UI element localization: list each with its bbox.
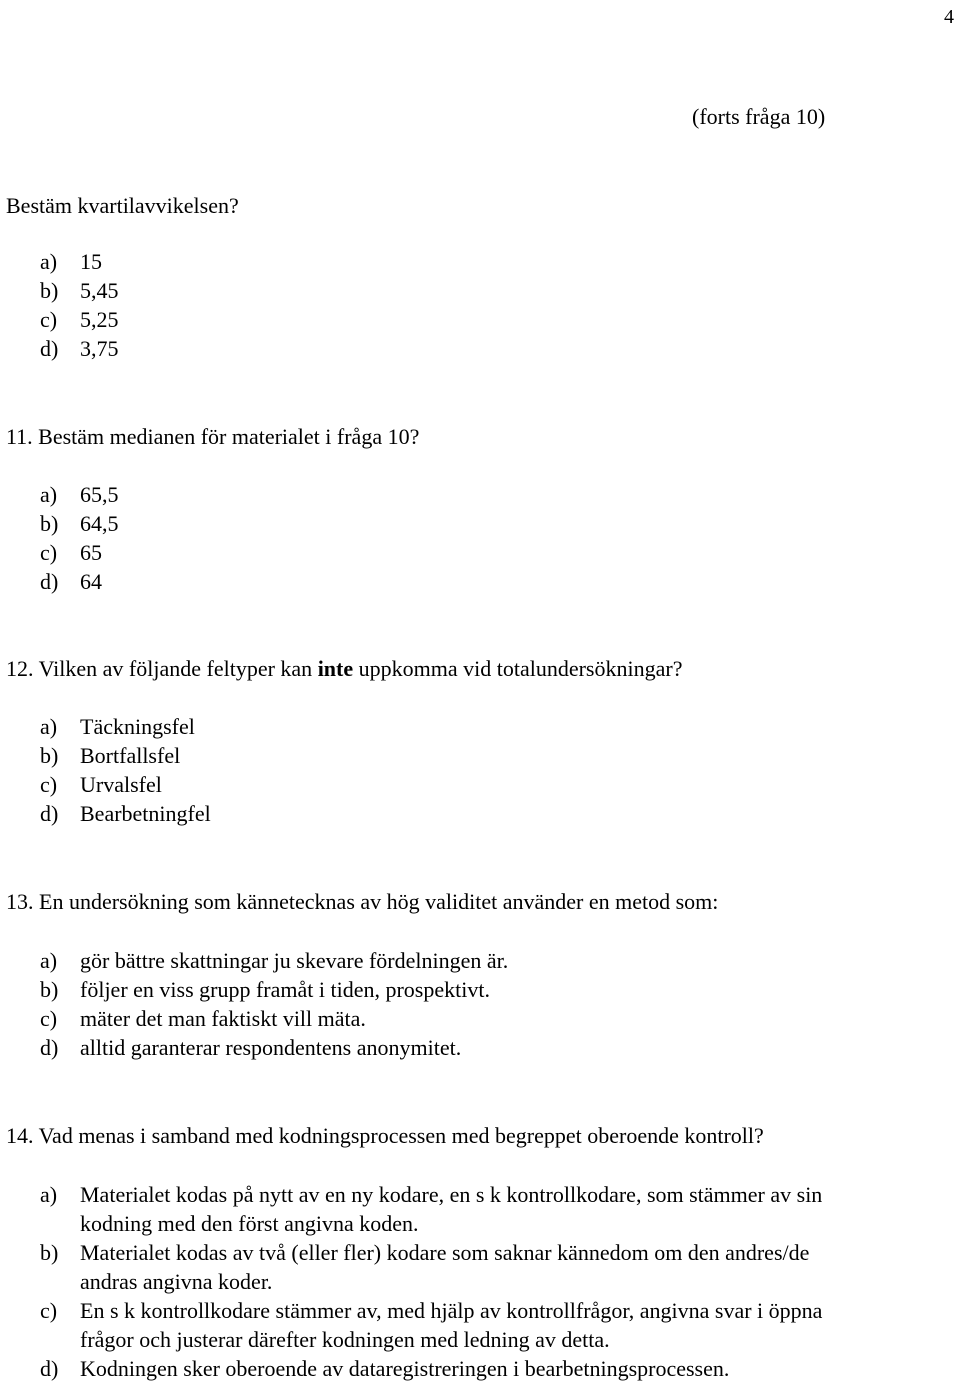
q12-option-c: c) Urvalsfel [40, 772, 162, 797]
q13-option-d: d) alltid garanterar respondentens anonymitet. [40, 1035, 462, 1060]
q11-option-a: a) 65,5 [40, 482, 119, 507]
q11-option-b: b) 64,5 [40, 511, 119, 536]
q10b-option-c: c) 5,25 [40, 307, 119, 332]
q14-option-a: a) Materialet kodas på nytt av en ny kodare, en s k kontrollkodare, som stämmer av sin kodning med den först angivna koden. [40, 1182, 823, 1236]
q13-option-b: b) följer en viss grupp framåt i tiden, prospektivt. [40, 977, 490, 1002]
q12-option-a: a) Täckningsfel [40, 714, 195, 739]
question-14-text: 14. Vad menas i samband med kodningsprocessen med begreppet oberoende kontroll? [6, 1123, 764, 1148]
emphasis-inte: inte [317, 656, 354, 681]
page-number: 4 [944, 6, 954, 28]
q13-option-c: c) mäter det man faktiskt vill mäta. [40, 1006, 366, 1031]
q13-option-a: a) gör bättre skattningar ju skevare fördelningen är. [40, 948, 509, 973]
q12-option-d: d) Bearbetningfel [40, 801, 211, 826]
q10b-option-d: d) 3,75 [40, 336, 119, 361]
q12-option-b: b) Bortfallsfel [40, 743, 181, 768]
question-12-text: 12. Vilken av följande feltyper kan inte uppkomma vid totalundersökningar? [6, 656, 683, 681]
question-13-text: 13. En undersökning som kännetecknas av hög validitet använder en metod som: [6, 889, 719, 914]
question-11-text: 11. Bestäm medianen för materialet i fråga 10? [6, 424, 420, 449]
q10b-option-a: a) 15 [40, 249, 102, 274]
q14-option-d: d) Kodningen sker oberoende av dataregistreringen i bearbetningsprocessen. [40, 1356, 730, 1381]
question-10b-text: Bestäm kvartilavvikelsen? [6, 193, 239, 218]
q11-option-c: c) 65 [40, 540, 102, 565]
q14-option-b: b) Materialet kodas av två (eller fler) kodare som saknar kännedom om den andres/de andras angivna koder. [40, 1240, 810, 1294]
q14-option-c: c) En s k kontrollkodare stämmer av, med hjälp av kontrollfrågor, angivna svar i öppna frågor och justerar därefter kodningen med ledning av detta. [40, 1298, 823, 1352]
q11-option-d: d) 64 [40, 569, 102, 594]
continuation-note: (forts fråga 10) [692, 104, 826, 129]
q10b-option-b: b) 5,45 [40, 278, 119, 303]
